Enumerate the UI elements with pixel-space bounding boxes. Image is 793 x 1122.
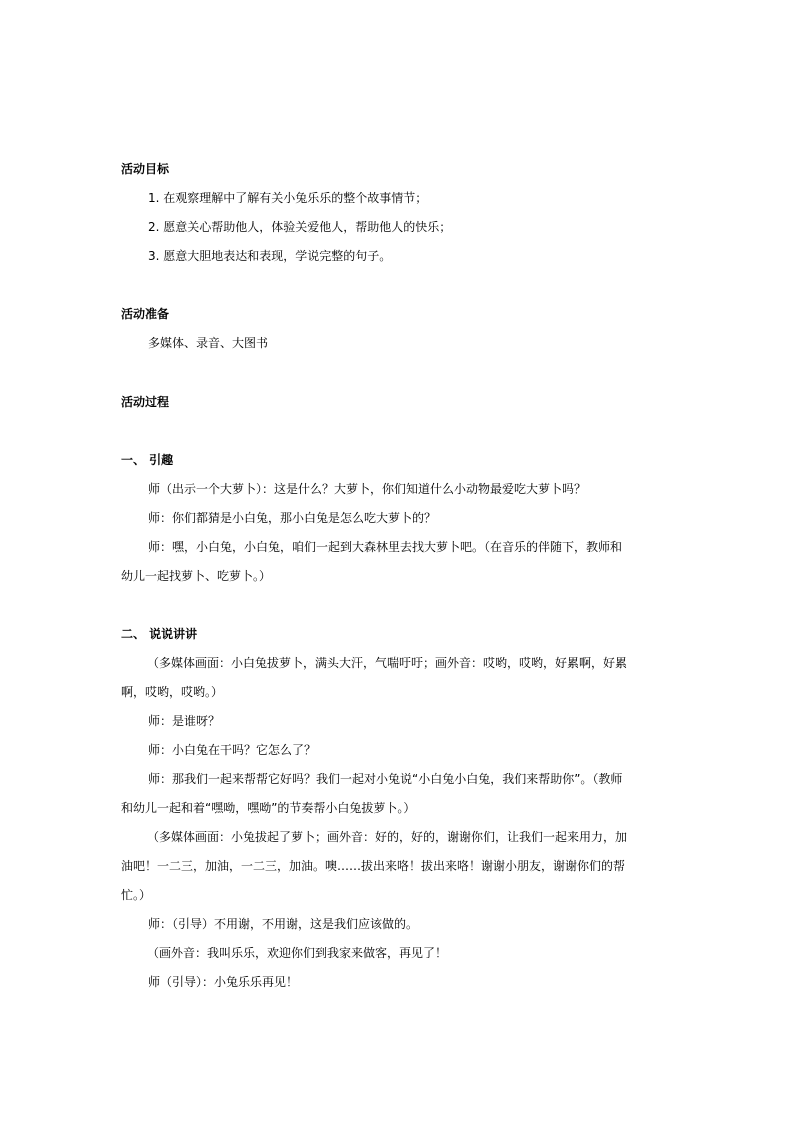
goals-heading: 活动目标 (121, 162, 170, 176)
section1-line-2: 师：你们都猜是小白兔，那小白兔是怎么吃大萝卜的？ (148, 511, 437, 525)
prep-text: 多媒体、录音、大图书 (148, 336, 269, 350)
section2-line-3: 师：是谁呀？ (148, 714, 221, 728)
section1-heading: 一、 引趣 (121, 453, 174, 467)
section2-line-2: 啊，哎哟，哎哟。） (121, 685, 224, 699)
section2-line-9: 忙。） (121, 888, 152, 902)
section2-line-11: （画外音：我叫乐乐，欢迎你们到我家来做客，再见了！ (147, 946, 448, 960)
prep-heading: 活动准备 (121, 307, 170, 321)
section2-line-7: （多媒体画面：小兔拔起了萝卜；画外音：好的，好的，谢谢你们，让我们一起来用力，加 (147, 830, 628, 844)
section2-line-4: 师：小白兔在干吗？它怎么了？ (148, 743, 317, 757)
section1-line-4: 幼儿一起找萝卜、吃萝卜。） (121, 569, 272, 583)
goal-item-1: 1. 在观察理解中了解有关小兔乐乐的整个故事情节； (148, 191, 428, 205)
section1-line-1: 师（出示一个大萝卜）：这是什么？大萝卜，你们知道什么小动物最爱吃大萝卜吗？ (148, 482, 587, 496)
section2-heading: 二、 说说讲讲 (121, 627, 198, 641)
goal-item-2: 2. 愿意关心帮助他人，体验关爱他人，帮助他人的快乐； (148, 220, 452, 234)
goal-item-3: 3. 愿意大胆地表达和表现，学说完整的句子。 (148, 249, 392, 263)
section2-line-6: 和幼儿一起和着“嘿呦，嘿呦”的节奏帮小白兔拔萝卜。） (121, 801, 416, 815)
section2-line-12: 师（引导）：小兔乐乐再见！ (148, 975, 299, 989)
section2-line-10: 师：（引导）不用谢，不用谢，这是我们应该做的。 (148, 917, 419, 931)
section2-line-1: （多媒体画面：小白兔拔萝卜，满头大汗，气喘吁吁；画外音：哎哟，哎哟，好累啊，好累 (147, 656, 628, 670)
section2-line-8: 油吧！一二三，加油，一二三，加油。噢……拔出来咯！拔出来咯！谢谢小朋友，谢谢你们的帮 (121, 859, 626, 873)
section1-line-3: 师：嘿，小白兔，小白兔，咱们一起到大森林里去找大萝卜吧。（在音乐的伴随下，教师和 (148, 540, 623, 554)
section2-line-5: 师：那我们一起来帮帮它好吗？我们一起对小兔说“小白兔小白兔，我们来帮助你”。（教师 (148, 772, 623, 786)
process-heading: 活动过程 (121, 395, 170, 409)
